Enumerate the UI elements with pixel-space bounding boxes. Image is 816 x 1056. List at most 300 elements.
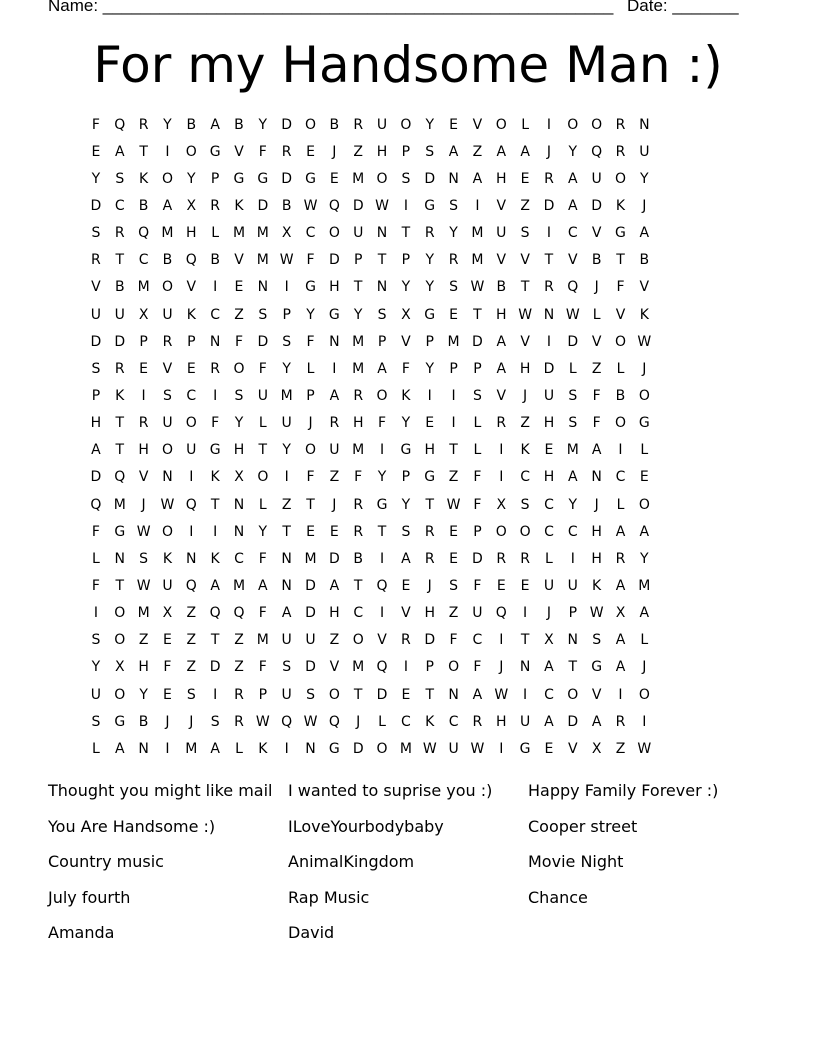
grid-letter[interactable]: R — [281, 143, 292, 160]
grid-letter[interactable]: R — [615, 713, 626, 730]
grid-letter[interactable]: P — [449, 360, 458, 377]
grid-letter[interactable]: U — [162, 415, 173, 432]
grid-letter[interactable]: R — [353, 387, 364, 404]
grid-letter[interactable]: W — [494, 686, 509, 703]
grid-letter[interactable]: D — [281, 116, 293, 133]
grid-letter[interactable]: N — [567, 632, 579, 649]
grid-letter[interactable]: Z — [448, 469, 459, 486]
grid-letter[interactable]: L — [92, 550, 100, 567]
grid-letter[interactable]: R — [162, 333, 173, 350]
grid-letter[interactable]: F — [449, 632, 458, 649]
grid-letter[interactable]: Q — [328, 197, 340, 214]
grid-letter[interactable]: X — [544, 632, 554, 649]
grid-letter[interactable]: W — [303, 197, 318, 214]
grid-letter[interactable]: I — [618, 686, 623, 703]
grid-letter[interactable]: O — [114, 686, 126, 703]
grid-letter[interactable]: M — [471, 252, 484, 269]
grid-letter[interactable]: O — [591, 116, 603, 133]
grid-letter[interactable]: M — [352, 170, 365, 187]
grid-letter[interactable]: G — [305, 170, 316, 187]
grid-letter[interactable]: C — [186, 387, 197, 404]
grid-letter[interactable]: H — [519, 360, 531, 377]
grid-letter[interactable]: E — [520, 170, 530, 187]
grid-letter[interactable]: N — [591, 469, 602, 486]
grid-letter[interactable]: P — [425, 659, 434, 676]
grid-letter[interactable]: V — [568, 740, 578, 757]
grid-letter[interactable]: S — [449, 577, 459, 594]
grid-letter[interactable]: I — [546, 225, 552, 242]
grid-letter[interactable]: R — [424, 225, 435, 242]
grid-letter[interactable]: J — [642, 659, 647, 676]
grid-letter[interactable]: T — [258, 442, 268, 459]
grid-letter[interactable]: G — [328, 740, 340, 757]
grid-letter[interactable]: I — [499, 442, 504, 459]
grid-letter[interactable]: R — [210, 360, 220, 377]
grid-letter[interactable]: Y — [401, 279, 411, 296]
grid-letter[interactable]: U — [281, 632, 292, 649]
grid-letter[interactable]: Q — [114, 469, 126, 486]
grid-letter[interactable]: A — [615, 577, 626, 594]
grid-letter[interactable]: O — [161, 523, 173, 540]
grid-letter[interactable]: Y — [353, 306, 363, 323]
grid-letter[interactable]: N — [186, 550, 197, 567]
grid-letter[interactable]: M — [232, 225, 246, 242]
grid-letter[interactable]: K — [115, 387, 125, 404]
grid-letter[interactable]: A — [377, 360, 387, 377]
grid-letter[interactable]: X — [186, 197, 197, 214]
grid-letter[interactable]: O — [352, 632, 364, 649]
grid-letter[interactable]: I — [93, 605, 98, 622]
grid-letter[interactable]: G — [328, 306, 340, 323]
grid-letter[interactable]: O — [614, 415, 626, 432]
grid-letter[interactable]: M — [638, 577, 651, 594]
grid-letter[interactable]: Y — [640, 550, 649, 567]
grid-letter[interactable]: G — [424, 306, 436, 323]
grid-letter[interactable]: R — [472, 713, 483, 730]
grid-letter[interactable]: O — [614, 170, 626, 187]
grid-letter[interactable]: M — [280, 387, 293, 404]
grid-letter[interactable]: M — [399, 740, 412, 757]
grid-letter[interactable]: A — [568, 469, 578, 486]
grid-letter[interactable]: N — [376, 279, 388, 296]
grid-letter[interactable]: U — [448, 740, 459, 757]
grid-letter[interactable]: C — [567, 523, 578, 540]
grid-letter[interactable]: M — [232, 577, 246, 594]
grid-letter[interactable]: J — [308, 415, 313, 432]
grid-letter[interactable]: R — [424, 523, 435, 540]
grid-letter[interactable]: R — [210, 197, 220, 214]
grid-letter[interactable]: B — [281, 197, 292, 214]
grid-letter[interactable]: F — [258, 605, 267, 622]
grid-letter[interactable]: T — [353, 577, 363, 594]
grid-letter[interactable]: E — [186, 360, 196, 377]
grid-letter[interactable]: B — [329, 116, 340, 133]
grid-letter[interactable]: F — [616, 279, 625, 296]
grid-letter[interactable]: E — [449, 523, 458, 540]
grid-letter[interactable]: Q — [591, 143, 603, 160]
grid-letter[interactable]: V — [91, 279, 101, 296]
grid-letter[interactable]: R — [615, 550, 626, 567]
grid-letter[interactable]: F — [592, 415, 601, 432]
grid-letter[interactable]: S — [425, 143, 435, 160]
grid-letter[interactable]: F — [473, 659, 482, 676]
grid-letter[interactable]: O — [638, 686, 650, 703]
grid-letter[interactable]: G — [209, 143, 221, 160]
grid-letter[interactable]: F — [258, 659, 267, 676]
grid-letter[interactable]: D — [424, 632, 436, 649]
grid-letter[interactable]: H — [591, 550, 602, 567]
grid-letter[interactable]: H — [424, 605, 435, 622]
grid-letter[interactable]: V — [234, 143, 244, 160]
grid-letter[interactable]: Q — [185, 496, 197, 513]
grid-letter[interactable]: J — [642, 360, 647, 377]
grid-letter[interactable]: Q — [90, 496, 102, 513]
grid-letter[interactable]: A — [639, 605, 650, 622]
grid-letter[interactable]: H — [352, 415, 364, 432]
grid-letter[interactable]: P — [187, 333, 196, 350]
grid-letter[interactable]: K — [401, 387, 411, 404]
grid-letter[interactable]: O — [161, 442, 173, 459]
grid-letter[interactable]: Z — [353, 143, 363, 160]
grid-letter[interactable]: C — [472, 632, 483, 649]
grid-letter[interactable]: V — [615, 306, 626, 323]
grid-letter[interactable]: Y — [425, 279, 435, 296]
grid-letter[interactable]: J — [594, 279, 599, 296]
grid-letter[interactable]: I — [141, 387, 146, 404]
grid-letter[interactable]: B — [353, 550, 363, 567]
grid-letter[interactable]: R — [138, 415, 149, 432]
grid-letter[interactable]: P — [401, 252, 411, 269]
grid-letter[interactable]: D — [328, 252, 340, 269]
grid-letter[interactable]: Q — [233, 605, 245, 622]
grid-letter[interactable]: A — [639, 523, 650, 540]
grid-letter[interactable]: Y — [139, 686, 148, 703]
grid-letter[interactable]: I — [403, 659, 408, 676]
grid-letter[interactable]: S — [472, 387, 482, 404]
grid-letter[interactable]: V — [591, 333, 602, 350]
grid-letter[interactable]: C — [305, 225, 316, 242]
grid-letter[interactable]: U — [305, 632, 316, 649]
grid-letter[interactable]: Z — [329, 469, 340, 486]
grid-letter[interactable]: R — [544, 279, 554, 296]
grid-letter[interactable]: G — [114, 713, 126, 730]
grid-letter[interactable]: A — [258, 577, 268, 594]
grid-letter[interactable]: N — [257, 279, 269, 296]
grid-letter[interactable]: I — [213, 387, 218, 404]
grid-letter[interactable]: J — [642, 197, 647, 214]
grid-letter[interactable]: I — [189, 523, 194, 540]
grid-letter[interactable]: Y — [568, 496, 578, 513]
grid-letter[interactable]: B — [234, 116, 244, 133]
grid-letter[interactable]: Z — [281, 496, 292, 513]
grid-letter[interactable]: L — [211, 225, 220, 242]
grid-letter[interactable]: F — [473, 496, 482, 513]
grid-letter[interactable]: Y — [449, 225, 458, 242]
grid-letter[interactable]: I — [379, 605, 385, 622]
grid-letter[interactable]: I — [213, 686, 218, 703]
grid-letter[interactable]: P — [401, 469, 411, 486]
date-line[interactable]: Date: _______ — [627, 0, 739, 15]
grid-letter[interactable]: W — [136, 523, 151, 540]
grid-letter[interactable]: K — [592, 577, 602, 594]
grid-letter[interactable]: D — [543, 360, 555, 377]
grid-letter[interactable]: L — [640, 632, 649, 649]
grid-letter[interactable]: G — [400, 442, 412, 459]
grid-letter[interactable]: A — [210, 577, 220, 594]
grid-letter[interactable]: A — [496, 333, 507, 350]
grid-letter[interactable]: Y — [425, 252, 435, 269]
grid-letter[interactable]: Y — [377, 469, 387, 486]
grid-letter[interactable]: A — [615, 523, 626, 540]
grid-letter[interactable]: N — [233, 523, 245, 540]
grid-letter[interactable]: I — [379, 550, 385, 567]
grid-letter[interactable]: S — [139, 550, 149, 567]
grid-letter[interactable]: R — [91, 252, 101, 269]
grid-letter[interactable]: A — [591, 442, 602, 459]
grid-letter[interactable]: I — [379, 442, 385, 459]
grid-letter[interactable]: I — [332, 360, 337, 377]
grid-letter[interactable]: O — [376, 170, 388, 187]
grid-letter[interactable]: F — [211, 415, 220, 432]
grid-letter[interactable]: W — [160, 496, 175, 513]
grid-letter[interactable]: L — [592, 306, 601, 323]
grid-letter[interactable]: A — [615, 632, 626, 649]
grid-letter[interactable]: W — [470, 740, 485, 757]
grid-letter[interactable]: Q — [328, 713, 340, 730]
grid-letter[interactable]: M — [137, 605, 150, 622]
grid-letter[interactable]: Q — [567, 279, 579, 296]
grid-letter[interactable]: X — [591, 740, 602, 757]
grid-letter[interactable]: O — [233, 360, 245, 377]
grid-letter[interactable]: A — [162, 197, 173, 214]
grid-letter[interactable]: A — [496, 360, 507, 377]
grid-letter[interactable]: D — [305, 577, 316, 594]
grid-letter[interactable]: S — [186, 686, 196, 703]
grid-letter[interactable]: T — [401, 225, 411, 242]
grid-letter[interactable]: I — [284, 469, 289, 486]
grid-letter[interactable]: I — [546, 333, 552, 350]
grid-letter[interactable]: C — [544, 523, 554, 540]
grid-letter[interactable]: S — [568, 415, 578, 432]
grid-letter[interactable]: A — [329, 577, 340, 594]
grid-letter[interactable]: W — [446, 496, 461, 513]
grid-letter[interactable]: F — [378, 415, 387, 432]
grid-letter[interactable]: C — [544, 686, 554, 703]
grid-letter[interactable]: F — [401, 360, 410, 377]
grid-letter[interactable]: O — [614, 333, 626, 350]
grid-letter[interactable]: S — [520, 225, 530, 242]
grid-letter[interactable]: C — [544, 496, 554, 513]
grid-letter[interactable]: Y — [640, 170, 649, 187]
grid-letter[interactable]: X — [401, 306, 411, 323]
grid-letter[interactable]: A — [448, 143, 459, 160]
grid-letter[interactable]: Z — [472, 143, 483, 160]
grid-letter[interactable]: P — [210, 170, 220, 187]
grid-letter[interactable]: Y — [258, 523, 268, 540]
grid-letter[interactable]: R — [615, 143, 626, 160]
grid-letter[interactable]: U — [639, 143, 650, 160]
grid-letter[interactable]: V — [496, 197, 507, 214]
grid-letter[interactable]: F — [306, 469, 315, 486]
grid-letter[interactable]: F — [306, 252, 315, 269]
grid-letter[interactable]: F — [306, 333, 315, 350]
grid-letter[interactable]: T — [353, 279, 363, 296]
grid-letter[interactable]: O — [328, 225, 340, 242]
grid-letter[interactable]: W — [375, 197, 389, 214]
grid-letter[interactable]: Z — [234, 632, 244, 649]
grid-letter[interactable]: U — [591, 170, 602, 187]
grid-letter[interactable]: P — [353, 252, 363, 269]
grid-letter[interactable]: D — [257, 333, 269, 350]
grid-letter[interactable]: S — [449, 279, 459, 296]
grid-letter[interactable]: I — [403, 197, 408, 214]
grid-letter[interactable]: M — [137, 279, 150, 296]
grid-letter[interactable]: I — [570, 550, 575, 567]
grid-letter[interactable]: T — [210, 496, 220, 513]
grid-letter[interactable]: T — [616, 252, 625, 269]
grid-letter[interactable]: C — [353, 605, 364, 622]
grid-letter[interactable]: I — [284, 279, 289, 296]
grid-letter[interactable]: U — [376, 116, 388, 133]
grid-letter[interactable]: Q — [376, 577, 388, 594]
grid-letter[interactable]: I — [451, 415, 456, 432]
grid-letter[interactable]: E — [449, 306, 458, 323]
grid-letter[interactable]: P — [473, 523, 482, 540]
grid-letter[interactable]: E — [91, 143, 101, 160]
grid-letter[interactable]: F — [258, 143, 267, 160]
grid-letter[interactable]: O — [495, 116, 507, 133]
grid-letter[interactable]: Z — [234, 306, 244, 323]
grid-letter[interactable]: A — [114, 143, 125, 160]
grid-letter[interactable]: O — [328, 686, 340, 703]
grid-letter[interactable]: H — [496, 306, 507, 323]
grid-letter[interactable]: T — [425, 496, 435, 513]
grid-letter[interactable]: Z — [329, 632, 340, 649]
grid-letter[interactable]: A — [91, 442, 101, 459]
grid-letter[interactable]: N — [138, 740, 149, 757]
grid-letter[interactable]: D — [472, 550, 483, 567]
grid-letter[interactable]: R — [114, 225, 125, 242]
grid-letter[interactable]: K — [186, 306, 196, 323]
grid-letter[interactable]: A — [496, 143, 507, 160]
grid-letter[interactable]: O — [161, 170, 173, 187]
grid-letter[interactable]: Y — [282, 360, 291, 377]
grid-letter[interactable]: O — [567, 116, 579, 133]
grid-letter[interactable]: H — [329, 279, 340, 296]
grid-letter[interactable]: O — [400, 116, 412, 133]
grid-letter[interactable]: Z — [520, 415, 530, 432]
grid-letter[interactable]: Y — [91, 659, 101, 676]
grid-letter[interactable]: V — [234, 252, 244, 269]
grid-letter[interactable]: O — [114, 632, 126, 649]
grid-letter[interactable]: S — [377, 306, 387, 323]
grid-letter[interactable]: U — [90, 686, 102, 703]
grid-letter[interactable]: D — [257, 197, 269, 214]
grid-letter[interactable]: O — [161, 279, 173, 296]
grid-letter[interactable]: M — [352, 442, 365, 459]
grid-letter[interactable]: T — [115, 577, 125, 594]
grid-letter[interactable]: N — [448, 686, 459, 703]
name-line[interactable]: Name: ______________________________________________________ — [48, 0, 614, 15]
grid-letter[interactable]: M — [352, 333, 365, 350]
grid-letter[interactable]: C — [138, 252, 149, 269]
grid-letter[interactable]: B — [615, 387, 626, 404]
grid-letter[interactable]: P — [425, 333, 434, 350]
grid-letter[interactable]: L — [258, 496, 267, 513]
grid-letter[interactable]: J — [332, 496, 337, 513]
grid-letter[interactable]: G — [615, 225, 626, 242]
grid-letter[interactable]: L — [568, 360, 577, 377]
grid-letter[interactable]: N — [448, 170, 459, 187]
grid-letter[interactable]: B — [138, 197, 149, 214]
grid-letter[interactable]: R — [353, 496, 364, 513]
grid-letter[interactable]: T — [115, 415, 125, 432]
grid-letter[interactable]: N — [281, 577, 292, 594]
grid-letter[interactable]: X — [162, 605, 173, 622]
grid-letter[interactable]: X — [615, 605, 626, 622]
grid-letter[interactable]: S — [91, 632, 101, 649]
grid-letter[interactable]: H — [591, 523, 602, 540]
grid-letter[interactable]: A — [615, 659, 626, 676]
grid-letter[interactable]: C — [448, 713, 459, 730]
grid-letter[interactable]: O — [305, 442, 317, 459]
grid-letter[interactable]: I — [499, 632, 504, 649]
grid-letter[interactable]: J — [141, 496, 146, 513]
grid-letter[interactable]: V — [377, 632, 387, 649]
grid-letter[interactable]: D — [114, 333, 126, 350]
grid-letter[interactable]: K — [639, 306, 649, 323]
grid-letter[interactable]: E — [329, 170, 339, 187]
grid-letter[interactable]: O — [376, 387, 388, 404]
grid-letter[interactable]: T — [210, 632, 220, 649]
grid-letter[interactable]: P — [91, 387, 101, 404]
grid-letter[interactable]: I — [451, 387, 456, 404]
grid-letter[interactable]: E — [520, 577, 530, 594]
grid-letter[interactable]: K — [210, 550, 220, 567]
grid-letter[interactable]: H — [496, 713, 507, 730]
grid-letter[interactable]: K — [210, 469, 220, 486]
grid-letter[interactable]: U — [567, 577, 578, 594]
grid-letter[interactable]: C — [401, 713, 411, 730]
grid-letter[interactable]: W — [303, 713, 318, 730]
grid-letter[interactable]: A — [568, 197, 578, 214]
grid-letter[interactable]: O — [305, 116, 317, 133]
grid-letter[interactable]: T — [306, 496, 315, 513]
grid-letter[interactable]: I — [523, 605, 528, 622]
grid-letter[interactable]: K — [139, 170, 149, 187]
grid-letter[interactable]: D — [281, 170, 293, 187]
grid-letter[interactable]: W — [255, 713, 270, 730]
grid-letter[interactable]: Y — [401, 415, 411, 432]
grid-letter[interactable]: R — [353, 523, 364, 540]
grid-letter[interactable]: P — [282, 306, 291, 323]
grid-letter[interactable]: S — [520, 496, 530, 513]
grid-letter[interactable]: K — [425, 713, 435, 730]
grid-letter[interactable]: H — [90, 415, 102, 432]
grid-letter[interactable]: V — [591, 686, 602, 703]
grid-letter[interactable]: L — [378, 713, 386, 730]
grid-letter[interactable]: N — [233, 496, 245, 513]
grid-letter[interactable]: M — [256, 225, 269, 242]
grid-letter[interactable]: O — [638, 387, 650, 404]
grid-letter[interactable]: O — [185, 415, 197, 432]
grid-letter[interactable]: H — [138, 442, 149, 459]
grid-letter[interactable]: R — [520, 550, 530, 567]
grid-letter[interactable]: H — [424, 442, 435, 459]
grid-letter[interactable]: E — [544, 740, 554, 757]
grid-letter[interactable]: T — [520, 279, 530, 296]
grid-letter[interactable]: B — [639, 252, 650, 269]
